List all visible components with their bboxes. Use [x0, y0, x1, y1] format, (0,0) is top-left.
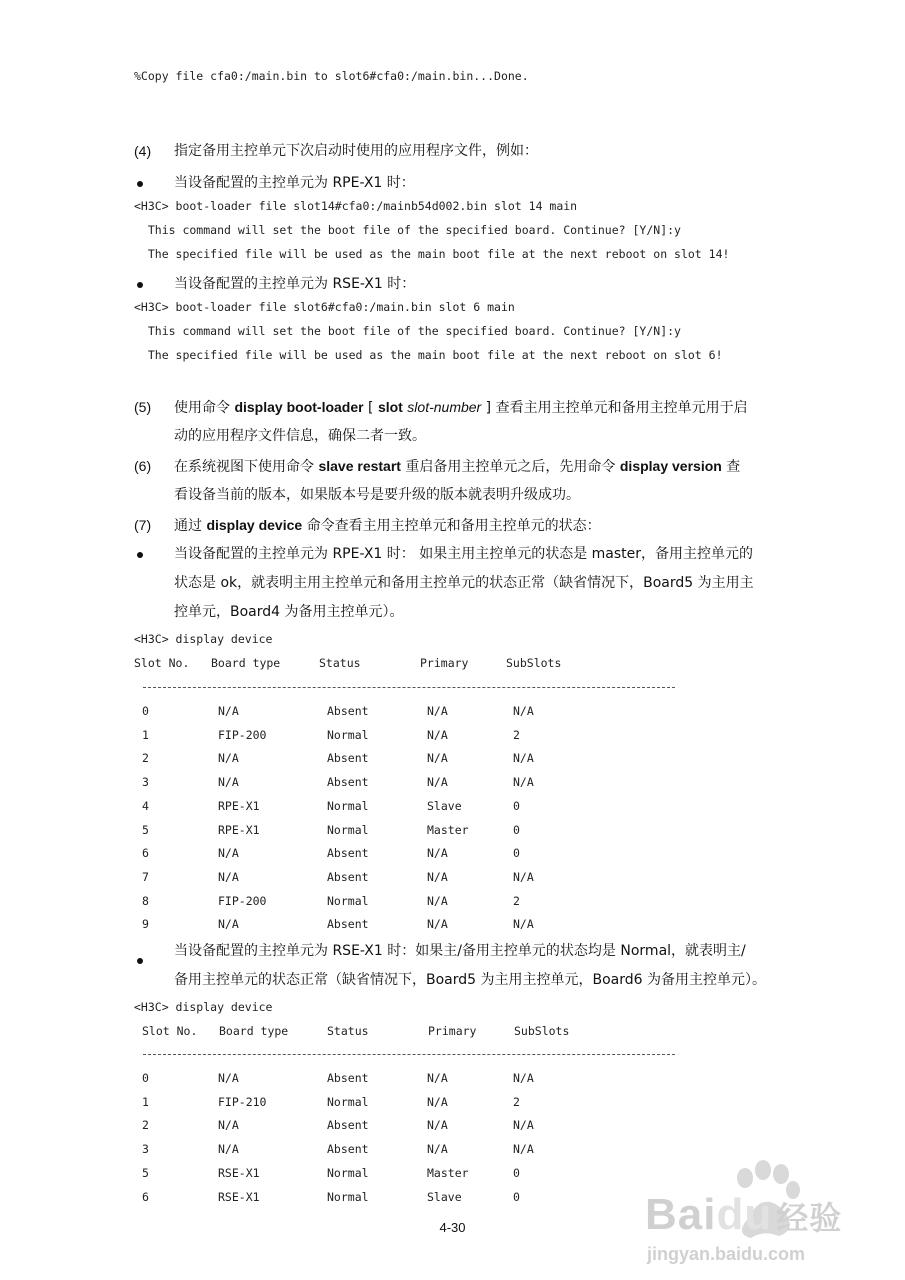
- table-cell: N/A: [218, 704, 239, 718]
- table-cell: RPE-X1: [218, 798, 260, 813]
- table-divider: [143, 1054, 675, 1055]
- baidu-jingyan-watermark: [635, 1150, 865, 1270]
- code-line: The specified file will be used as the main boot file at the next reboot on slot 6!: [134, 348, 723, 362]
- table-cell: N/A: [427, 727, 448, 742]
- watermark-brand: Baidu 经验: [645, 1190, 843, 1239]
- table-header: Slot No. Board type Status Primary SubSlots: [142, 1024, 570, 1038]
- code-copy-line: %Copy file cfa0:/main.bin to slot6#cfa0:/main.bin...Done.: [134, 69, 529, 83]
- step-4-text: 指定备用主控单元下次启动时使用的应用程序文件，例如：: [174, 143, 538, 159]
- table-cell: N/A: [427, 917, 448, 932]
- step-7-number: (7): [134, 517, 152, 533]
- table-cell: 0: [513, 798, 520, 813]
- rpe-status-line-1: 当设备配置的主控单元为 RPE-X1 时： 如果主用主控单元的状态是 master，备用主控单元的: [174, 546, 754, 562]
- table-row: [0, 704, 905, 718]
- display-device-command: <H3C> display device: [134, 632, 273, 646]
- table-cell: FIP-200: [218, 727, 267, 742]
- step-4-number: (4): [134, 143, 152, 159]
- step-6-line-1: 在系统视图下使用命令 slave restart 重启备用主控单元之后，先用命令 display version 查: [174, 458, 741, 475]
- bullet-dot: [137, 552, 143, 558]
- table-cell: Absent: [327, 1118, 369, 1133]
- table-cell: Absent: [327, 775, 369, 790]
- table-cell: 0: [142, 1071, 149, 1085]
- table-cell: 2: [513, 1094, 520, 1109]
- step-7-line: 通过 display device 命令查看主用主控单元和备用主控单元的状态：: [174, 517, 601, 534]
- display-device-command: <H3C> display device: [134, 1000, 273, 1014]
- table-cell: N/A: [218, 775, 239, 790]
- table-cell: FIP-200: [218, 893, 267, 908]
- table-cell: N/A: [513, 917, 534, 932]
- step-5-line-2: 动的应用程序文件信息，确保二者一致。: [174, 428, 426, 444]
- bullet-dot: [137, 958, 143, 964]
- step-5-line-1: 使用命令 display boot-loader [ slot slot-number ] 查看主用主控单元和备用主控单元用于启: [174, 399, 748, 416]
- code-line: <H3C> boot-loader file slot14#cfa0:/mainb54d002.bin slot 14 main: [134, 199, 578, 213]
- table-cell: RSE-X1: [218, 1165, 260, 1180]
- table-cell: N/A: [218, 1142, 239, 1157]
- bullet-dot: [137, 282, 143, 288]
- table-cell: 5: [142, 822, 149, 837]
- table-cell: N/A: [427, 751, 448, 766]
- table-row: [0, 846, 905, 860]
- table-cell: 9: [142, 917, 149, 932]
- table-cell: Absent: [327, 704, 369, 718]
- table-cell: 2: [513, 727, 520, 742]
- table-cell: N/A: [513, 869, 534, 884]
- table-row: [0, 728, 905, 742]
- table-cell: N/A: [427, 1094, 448, 1109]
- table-cell: FIP-210: [218, 1094, 267, 1109]
- table-cell: 0: [513, 1189, 520, 1204]
- table-cell: N/A: [513, 704, 534, 718]
- table-cell: Slave: [427, 798, 462, 813]
- table-cell: N/A: [218, 751, 239, 766]
- table-cell: Master: [427, 1165, 469, 1180]
- table-row: [0, 1071, 905, 1085]
- rpe-status-line-3: 控单元，Board4 为备用主控单元）。: [174, 604, 404, 620]
- table-cell: N/A: [513, 751, 534, 766]
- table-cell: N/A: [218, 846, 239, 861]
- table-cell: 4: [142, 798, 149, 813]
- table-cell: 0: [513, 822, 520, 837]
- step-6-number: (6): [134, 458, 152, 474]
- table-cell: Absent: [327, 1071, 369, 1085]
- table-cell: N/A: [513, 1142, 534, 1157]
- table-row: [0, 775, 905, 789]
- table-cell: N/A: [218, 869, 239, 884]
- table-cell: Absent: [327, 917, 369, 932]
- table-cell: N/A: [427, 846, 448, 861]
- table-cell: N/A: [427, 893, 448, 908]
- table-cell: N/A: [513, 1071, 534, 1085]
- table-cell: Absent: [327, 869, 369, 884]
- case-rse-text: 当设备配置的主控单元为 RSE-X1 时：: [174, 276, 416, 292]
- table-cell: N/A: [427, 775, 448, 790]
- table-cell: Normal: [327, 822, 369, 837]
- rse-status-line-1: 当设备配置的主控单元为 RSE-X1 时：如果主/备用主控单元的状态均是 Normal，就表明主/: [174, 943, 746, 959]
- table-cell: N/A: [427, 1071, 448, 1085]
- table-cell: 5: [142, 1165, 149, 1180]
- case-rpe-text: 当设备配置的主控单元为 RPE-X1 时：: [174, 175, 415, 191]
- table-cell: Absent: [327, 1142, 369, 1157]
- table-cell: Normal: [327, 1189, 369, 1204]
- table-cell: N/A: [427, 869, 448, 884]
- table-row: [0, 1118, 905, 1132]
- table-cell: 2: [142, 751, 149, 766]
- table-cell: 0: [142, 704, 149, 718]
- bullet-dot: [137, 181, 143, 187]
- table-cell: 1: [142, 1094, 149, 1109]
- table-cell: 8: [142, 893, 149, 908]
- table-cell: 2: [513, 893, 520, 908]
- table-cell: RSE-X1: [218, 1189, 260, 1204]
- table-row: [0, 1095, 905, 1109]
- page-number: 4-30: [439, 1220, 466, 1235]
- table-row: [0, 894, 905, 908]
- table-cell: N/A: [513, 775, 534, 790]
- code-line: This command will set the boot file of the specified board. Continue? [Y/N]:y: [134, 324, 681, 338]
- table-cell: Absent: [327, 846, 369, 861]
- rpe-status-line-2: 状态是 ok，就表明主用主控单元和备用主控单元的状态正常（缺省情况下，Board5 为主用主: [174, 575, 754, 591]
- table-cell: 0: [513, 846, 520, 861]
- table-row: [0, 870, 905, 884]
- code-line: <H3C> boot-loader file slot6#cfa0:/main.bin slot 6 main: [134, 300, 515, 314]
- table-cell: Normal: [327, 1094, 369, 1109]
- table-cell: N/A: [427, 1118, 448, 1133]
- table-row: [0, 751, 905, 765]
- table-cell: N/A: [427, 1142, 448, 1157]
- table-cell: 6: [142, 846, 149, 861]
- table-cell: N/A: [218, 917, 239, 932]
- step-6-line-2: 看设备当前的版本，如果版本号是要升级的版本就表明升级成功。: [174, 487, 580, 503]
- table-cell: Normal: [327, 727, 369, 742]
- table-cell: Absent: [327, 751, 369, 766]
- table-row: [0, 917, 905, 931]
- step-5-number: (5): [134, 399, 152, 415]
- table-header: Slot No. Board type Status Primary SubSlots: [134, 656, 562, 670]
- code-line: This command will set the boot file of the specified board. Continue? [Y/N]:y: [134, 223, 681, 237]
- table-cell: 0: [513, 1165, 520, 1180]
- table-cell: 3: [142, 775, 149, 790]
- table-cell: Master: [427, 822, 469, 837]
- table-cell: N/A: [513, 1118, 534, 1133]
- watermark-url: jingyan.baidu.com: [647, 1244, 806, 1264]
- table-cell: N/A: [218, 1118, 239, 1133]
- table-cell: 2: [142, 1118, 149, 1133]
- table-cell: Normal: [327, 798, 369, 813]
- table-cell: 7: [142, 869, 149, 884]
- table-row: [0, 823, 905, 837]
- rse-status-line-2: 备用主控单元的状态正常（缺省情况下，Board5 为主用主控单元，Board6 为备用主控单元）。: [174, 972, 767, 988]
- table-cell: N/A: [427, 704, 448, 718]
- table-cell: N/A: [218, 1071, 239, 1085]
- table-cell: Normal: [327, 893, 369, 908]
- table-divider: [143, 687, 675, 688]
- table-cell: Slave: [427, 1189, 462, 1204]
- table-cell: RPE-X1: [218, 822, 260, 837]
- table-row: [0, 799, 905, 813]
- table-cell: Normal: [327, 1165, 369, 1180]
- table-cell: 3: [142, 1142, 149, 1157]
- table-cell: 1: [142, 727, 149, 742]
- table-cell: 6: [142, 1189, 149, 1204]
- code-line: The specified file will be used as the main boot file at the next reboot on slot 14!: [134, 247, 730, 261]
